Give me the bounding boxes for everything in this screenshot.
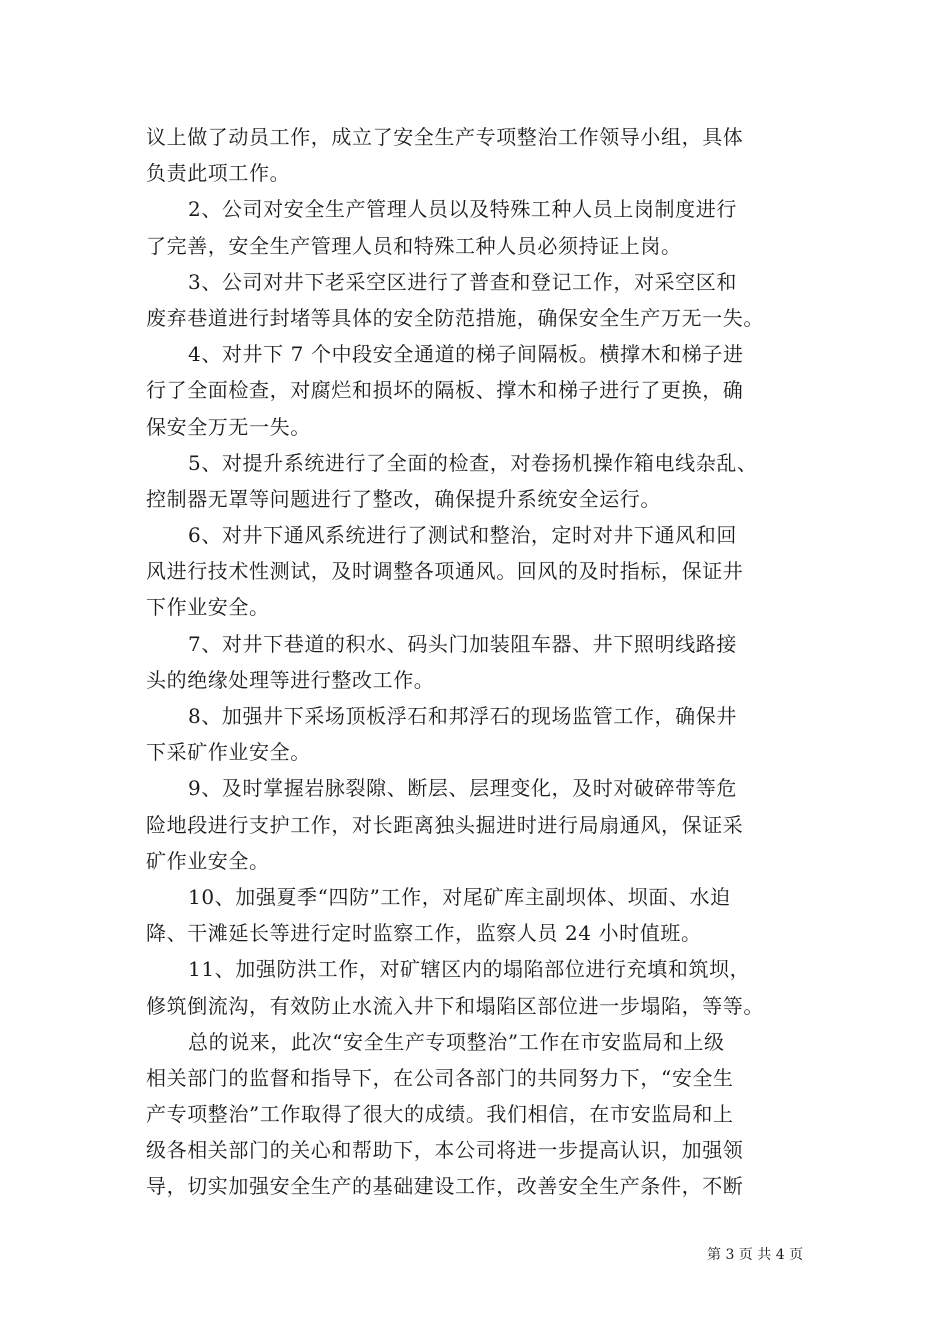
text-line: 10、加强夏季“四防”工作，对尾矿库主副坝体、坝面、水迫 <box>188 884 731 909</box>
text-line: 风进行技术性测试，及时调整各项通风。回风的及时指标，保证井 <box>146 559 744 584</box>
text-line: 负责此项工作。 <box>146 161 291 186</box>
page-number-footer: 第 3 页 共 4 页 <box>707 1247 804 1263</box>
text-line: 保安全万无一失。 <box>146 414 311 439</box>
text-line: 3、公司对井下老采空区进行了普查和登记工作，对采空区和 <box>188 269 737 294</box>
text-line: 9、及时掌握岩脉裂隙、断层、层理变化，及时对破碎带等危 <box>188 776 737 801</box>
text-line: 行了全面检查，对腐烂和损坏的隔板、撑木和梯子进行了更换，确 <box>146 378 744 403</box>
text-line: 矿作业安全。 <box>146 848 270 873</box>
text-line: 导，切实加强安全生产的基础建设工作，改善安全生产条件，不断 <box>146 1174 744 1199</box>
text-line: 控制器无罩等问题进行了整改，确保提升系统安全运行。 <box>146 486 661 511</box>
text-line: 8、加强井下采场顶板浮石和邦浮石的现场监管工作，确保井 <box>188 704 737 728</box>
text-line: 2、公司对安全生产管理人员以及特殊工种人员上岗制度进行 <box>188 197 737 222</box>
text-line: 7、对井下巷道的积水、码头门加装阻车器、井下照明线路接 <box>188 631 737 656</box>
text-line: 级各相关部门的关心和帮助下，本公司将进一步提高认识，加强领 <box>146 1138 744 1163</box>
text-line: 相关部门的监督和指导下，在公司各部门的共同努力下，“安全生 <box>146 1065 734 1090</box>
text-line: 下作业安全。 <box>146 595 270 620</box>
text-line: 议上做了动员工作，成立了安全生产专项整治工作领导小组，具体 <box>146 125 744 149</box>
text-line: 6、对井下通风系统进行了测试和整治，定时对井下通风和回 <box>188 523 737 548</box>
text-line: 废弃巷道进行封堵等具体的安全防范措施，确保安全生产万无一失。 <box>146 305 764 330</box>
text-line: 4、对井下 7 个中段安全通道的梯子间隔板。横撑木和梯子进 <box>188 342 744 367</box>
text-line: 降、干滩延长等进行定时监察工作，监察人员 24 小时值班。 <box>146 921 702 946</box>
text-line: 5、对提升系统进行了全面的检查，对卷扬机操作箱电线杂乱、 <box>188 450 758 475</box>
text-line: 险地段进行支护工作，对长距离独头掘进时进行局扇通风，保证采 <box>146 812 744 837</box>
text-line: 下采矿作业安全。 <box>146 740 311 765</box>
text-line: 修筑倒流沟，有效防止水流入井下和塌陷区部位进一步塌陷，等等。 <box>146 993 764 1018</box>
document-body <box>146 119 826 1205</box>
text-line: 头的绝缘处理等进行整改工作。 <box>146 667 435 692</box>
text-line: 11、加强防洪工作，对矿辖区内的塌陷部位进行充填和筑坝， <box>188 957 751 982</box>
text-line: 产专项整治”工作取得了很大的成绩。我们相信，在市安监局和上 <box>146 1102 734 1127</box>
text-line: 总的说来，此次“安全生产专项整治”工作在市安监局和上级 <box>188 1029 725 1054</box>
text-line: 了完善，安全生产管理人员和特殊工种人员必须持证上岗。 <box>146 233 682 258</box>
